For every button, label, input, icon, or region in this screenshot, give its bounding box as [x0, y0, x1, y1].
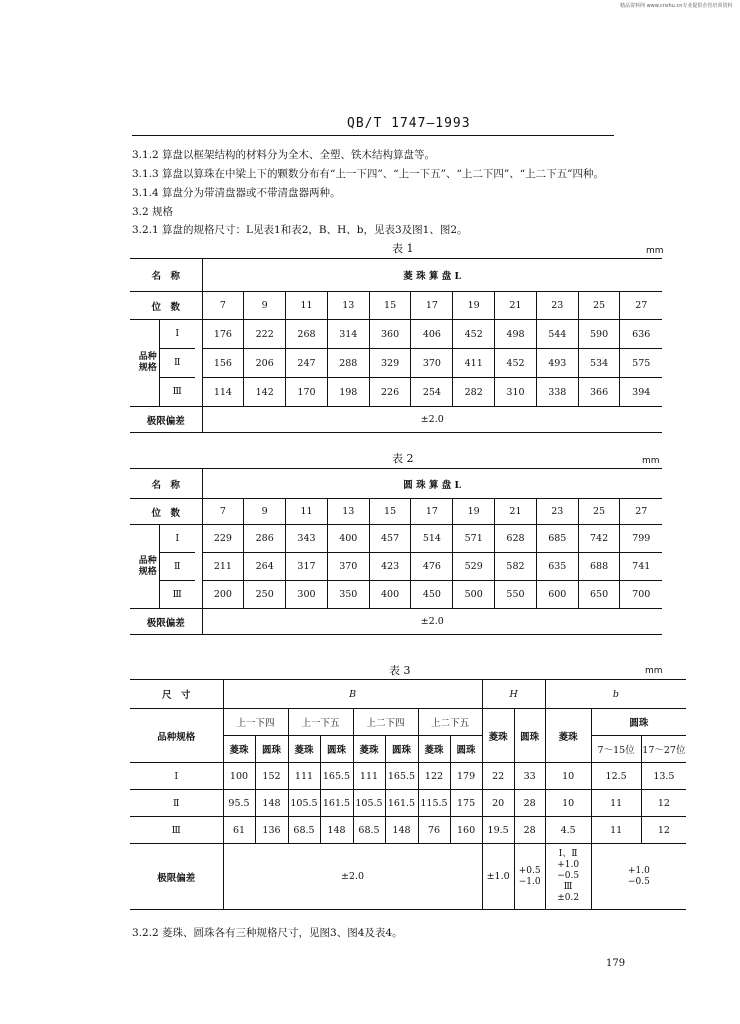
- table3-tol-b2: [591, 844, 686, 910]
- table-cell: 25: [578, 499, 620, 525]
- table3-H-ling: 菱珠: [482, 709, 514, 763]
- table-cell: 635: [536, 553, 578, 581]
- table2-spec-cell: [130, 525, 202, 609]
- table3-B-head: B: [223, 680, 482, 709]
- table-cell: 122: [418, 763, 450, 790]
- table1-spec-label: 品种规格: [138, 352, 157, 373]
- table-cell: 600: [536, 581, 578, 609]
- table3-sub-yuan: 圆珠: [320, 736, 353, 763]
- table-cell: 268: [286, 320, 328, 349]
- table-cell: 628: [495, 525, 537, 553]
- table-cell: 343: [286, 525, 328, 553]
- table3-group: 上一下四: [223, 709, 288, 736]
- table-cell: 100: [223, 763, 255, 790]
- table-cell: 582: [495, 553, 537, 581]
- table-cell: 13: [327, 499, 369, 525]
- table1-spec-cell: [130, 320, 202, 407]
- table-cell: 111: [288, 763, 320, 790]
- table-cell: 28: [514, 790, 545, 817]
- table-cell: 211: [202, 553, 244, 581]
- spec-numeral: Ⅱ: [159, 553, 195, 581]
- table-cell: 114: [202, 378, 244, 407]
- table-cell: 571: [453, 525, 495, 553]
- table-cell: 33: [514, 763, 545, 790]
- table-cell: 170: [286, 378, 328, 407]
- table-cell: 11: [591, 790, 641, 817]
- tol-value: ±0.2: [557, 893, 580, 903]
- spec-numeral: Ⅱ: [159, 349, 195, 378]
- table-cell: 136: [255, 817, 288, 844]
- table3-H-head: H: [482, 680, 545, 709]
- table-cell: 206: [244, 349, 286, 378]
- table-cell: 76: [418, 817, 450, 844]
- table-cell: 148: [320, 817, 353, 844]
- tol-upper: +0.5: [518, 865, 541, 876]
- table-cell: 12: [641, 817, 686, 844]
- table2-pos-label: 位 数: [130, 499, 202, 525]
- table-cell: 222: [244, 320, 286, 349]
- table-cell: 7: [202, 292, 244, 320]
- table-cell: 286: [244, 525, 286, 553]
- table-cell: 423: [369, 553, 411, 581]
- table-cell: 165.5: [385, 763, 418, 790]
- tol-lower: −0.5: [557, 871, 580, 881]
- table-cell: 175: [450, 790, 482, 817]
- table-cell: 21: [495, 292, 537, 320]
- table-cell: 366: [578, 378, 620, 407]
- page-number: 179: [606, 958, 626, 969]
- table-cell: 165.5: [320, 763, 353, 790]
- table-cell: 406: [411, 320, 453, 349]
- table-cell: Ⅱ: [130, 790, 223, 817]
- table-cell: 27: [620, 499, 662, 525]
- table-cell: 176: [202, 320, 244, 349]
- table-cell: 650: [578, 581, 620, 609]
- table-cell: 700: [620, 581, 662, 609]
- table-cell: 4.5: [545, 817, 591, 844]
- table-cell: 400: [369, 581, 411, 609]
- table2-tol-label: 极限偏差: [130, 609, 202, 635]
- table-row: [130, 790, 686, 817]
- running-header: QB/T 1747—1993: [347, 116, 471, 131]
- table-cell: 13.5: [641, 763, 686, 790]
- table-cell: Ⅰ: [130, 763, 223, 790]
- table-cell: 11: [591, 817, 641, 844]
- table-row: [130, 553, 662, 581]
- table-cell: 226: [369, 378, 411, 407]
- table-cell: 534: [578, 349, 620, 378]
- table-cell: 500: [453, 581, 495, 609]
- table-cell: 317: [286, 553, 328, 581]
- table-cell: 247: [286, 349, 328, 378]
- table-cell: 452: [495, 349, 537, 378]
- table1-pos-label: 位 数: [130, 292, 202, 320]
- table-cell: 9: [244, 499, 286, 525]
- clause-3-2: 3.2 规格: [132, 206, 174, 218]
- table3-spec-label: 品种规格: [130, 709, 223, 763]
- table-cell: 394: [620, 378, 662, 407]
- spec-numeral: Ⅰ: [159, 320, 195, 349]
- table-cell: 370: [411, 349, 453, 378]
- table2: [130, 468, 662, 635]
- table-cell: 544: [536, 320, 578, 349]
- table3-caption: 表 3: [389, 664, 411, 677]
- table1: [130, 258, 662, 433]
- table2-positions-row: [130, 499, 662, 525]
- table-cell: 12: [641, 790, 686, 817]
- table3-sub-yuan: 圆珠: [450, 736, 482, 763]
- table-row: [130, 525, 662, 553]
- header-rule: [132, 135, 614, 136]
- table-cell: 105.5: [353, 790, 385, 817]
- table-cell: 68.5: [288, 817, 320, 844]
- table-cell: 636: [620, 320, 662, 349]
- tol-lower: −0.5: [627, 876, 650, 887]
- clause-3-2-2: 3.2.2 菱珠、圆珠各有三种规格尺寸，见图3、图4及表4。: [132, 927, 403, 939]
- table-cell: 179: [450, 763, 482, 790]
- table1-name-label: 名 称: [130, 259, 202, 292]
- table-cell: 450: [411, 581, 453, 609]
- table-cell: 25: [578, 292, 620, 320]
- table3-tol-B: ±2.0: [223, 844, 482, 910]
- table2-unit: mm: [642, 456, 660, 466]
- table1-tol-label: 极限偏差: [130, 407, 202, 433]
- clause-3-1-4: 3.1.4 算盘分为带清盘器或不带清盘器两种。: [132, 187, 341, 199]
- table-cell: 23: [536, 292, 578, 320]
- table-cell: 799: [620, 525, 662, 553]
- table-cell: 7: [202, 499, 244, 525]
- table3-sub-ling: 菱珠: [288, 736, 320, 763]
- table-cell: 13: [327, 292, 369, 320]
- table-cell: 370: [327, 553, 369, 581]
- table-cell: 161.5: [320, 790, 353, 817]
- table-cell: 550: [495, 581, 537, 609]
- table-cell: 229: [202, 525, 244, 553]
- table-cell: 300: [286, 581, 328, 609]
- table-cell: 314: [327, 320, 369, 349]
- table-cell: 17: [411, 499, 453, 525]
- table3-tol-H1: ±1.0: [482, 844, 514, 910]
- clause-3-2-1: 3.2.1 算盘的规格尺寸：L见表1和表2，B、H、b，见表3及图1、图2。: [132, 224, 468, 236]
- table-cell: 21: [495, 499, 537, 525]
- table-row: [130, 378, 662, 407]
- table-cell: 68.5: [353, 817, 385, 844]
- table-cell: 288: [327, 349, 369, 378]
- table3-tol-H2: [514, 844, 545, 910]
- tol-upper: +1.0: [627, 865, 650, 876]
- table3-b-ling: 菱珠: [545, 709, 591, 763]
- table3-size-label: 尺 寸: [130, 680, 223, 709]
- table-cell: 742: [578, 525, 620, 553]
- table3-sub-ling: 菱珠: [353, 736, 385, 763]
- table-cell: 11: [286, 499, 328, 525]
- table-cell: 514: [411, 525, 453, 553]
- table-cell: 105.5: [288, 790, 320, 817]
- tol-upper: +1.0: [557, 860, 580, 870]
- table2-tol: ±2.0: [202, 609, 662, 635]
- table-cell: 529: [453, 553, 495, 581]
- table-cell: 11: [286, 292, 328, 320]
- table-cell: 28: [514, 817, 545, 844]
- table1-positions-row: [130, 292, 662, 320]
- table-row: [130, 817, 686, 844]
- table-cell: 95.5: [223, 790, 255, 817]
- table3-b-head: b: [545, 680, 686, 709]
- table3-group: 上二下四: [353, 709, 418, 736]
- clause-3-1-3: 3.1.3 算盘以算珠在中梁上下的颗数分布有“上一下四”、“上一下五”、“上二下四”、“上二下五”四种。: [132, 168, 604, 180]
- table-cell: 20: [482, 790, 514, 817]
- table-cell: 200: [202, 581, 244, 609]
- table-cell: 590: [578, 320, 620, 349]
- table3-sub-ling: 菱珠: [223, 736, 255, 763]
- table3-tol-label: 极限偏差: [130, 844, 223, 910]
- table-cell: 411: [453, 349, 495, 378]
- table-row: [130, 320, 662, 349]
- table-cell: 12.5: [591, 763, 641, 790]
- table3: [130, 679, 686, 910]
- table2-name-label: 名 称: [130, 469, 202, 499]
- table-cell: 350: [327, 581, 369, 609]
- table-cell: 111: [353, 763, 385, 790]
- table3-sub-ling: 菱珠: [418, 736, 450, 763]
- table-cell: 148: [255, 790, 288, 817]
- tol-spec: Ⅲ: [563, 882, 573, 892]
- table-cell: 152: [255, 763, 288, 790]
- table-cell: 338: [536, 378, 578, 407]
- table-cell: 688: [578, 553, 620, 581]
- spec-numeral: Ⅲ: [159, 378, 195, 406]
- table-cell: 498: [495, 320, 537, 349]
- table-cell: 264: [244, 553, 286, 581]
- table1-tol: ±2.0: [202, 407, 662, 433]
- table-cell: 148: [385, 817, 418, 844]
- watermark: 精品资料网 www.cnshu.cn专业提供企管培训资料: [620, 3, 733, 9]
- table-cell: 27: [620, 292, 662, 320]
- table1-unit: mm: [646, 246, 664, 256]
- table-cell: 457: [369, 525, 411, 553]
- table3-tol-b1: [545, 844, 591, 910]
- table3-sub-yuan: 圆珠: [255, 736, 288, 763]
- table-row: [130, 581, 662, 609]
- spec-numeral: Ⅰ: [159, 525, 195, 553]
- table3-H-yuan: 圆珠: [514, 709, 545, 763]
- table-cell: 400: [327, 525, 369, 553]
- table-cell: 15: [369, 292, 411, 320]
- table3-sub-yuan: 圆珠: [385, 736, 418, 763]
- table2-spec-label: 品种规格: [138, 555, 157, 577]
- table3-b-yuan: 圆珠: [591, 709, 686, 736]
- table-cell: 10: [545, 763, 591, 790]
- table-cell: 22: [482, 763, 514, 790]
- table-cell: 10: [545, 790, 591, 817]
- table-cell: 9: [244, 292, 286, 320]
- table-cell: 19: [453, 499, 495, 525]
- table-cell: 198: [327, 378, 369, 407]
- table1-caption: 表 1: [392, 242, 414, 255]
- table-cell: 575: [620, 349, 662, 378]
- table2-caption: 表 2: [392, 452, 414, 465]
- table-row: [130, 763, 686, 790]
- table-cell: 476: [411, 553, 453, 581]
- table1-title: 菱 珠 算 盘 L: [202, 259, 662, 292]
- table2-title: 圆 珠 算 盘 L: [202, 469, 662, 499]
- table-cell: 254: [411, 378, 453, 407]
- table-cell: 142: [244, 378, 286, 407]
- table-cell: 19.5: [482, 817, 514, 844]
- tol-lower: −1.0: [518, 876, 541, 887]
- table-cell: 360: [369, 320, 411, 349]
- table3-range1: 7～15位: [591, 736, 641, 763]
- table-cell: 15: [369, 499, 411, 525]
- table3-unit: mm: [645, 666, 663, 676]
- table-cell: 282: [453, 378, 495, 407]
- clause-3-1-2: 3.1.2 算盘以框架结构的材料分为全木、全塑、铁木结构算盘等。: [132, 149, 436, 161]
- table-cell: 23: [536, 499, 578, 525]
- table-row: [130, 349, 662, 378]
- table-cell: 115.5: [418, 790, 450, 817]
- tol-spec: Ⅰ、Ⅱ: [558, 849, 578, 859]
- table-cell: 685: [536, 525, 578, 553]
- table3-range2: 17～27位: [641, 736, 686, 763]
- table-cell: Ⅲ: [130, 817, 223, 844]
- table-cell: 329: [369, 349, 411, 378]
- table-cell: 310: [495, 378, 537, 407]
- table-cell: 493: [536, 349, 578, 378]
- table-cell: 161.5: [385, 790, 418, 817]
- table-cell: 741: [620, 553, 662, 581]
- table-cell: 19: [453, 292, 495, 320]
- table-cell: 250: [244, 581, 286, 609]
- spec-numeral: Ⅲ: [159, 581, 195, 608]
- table-cell: 61: [223, 817, 255, 844]
- table-cell: 160: [450, 817, 482, 844]
- table-cell: 452: [453, 320, 495, 349]
- table3-group: 上一下五: [288, 709, 353, 736]
- table-cell: 156: [202, 349, 244, 378]
- table3-group: 上二下五: [418, 709, 482, 736]
- table-cell: 17: [411, 292, 453, 320]
